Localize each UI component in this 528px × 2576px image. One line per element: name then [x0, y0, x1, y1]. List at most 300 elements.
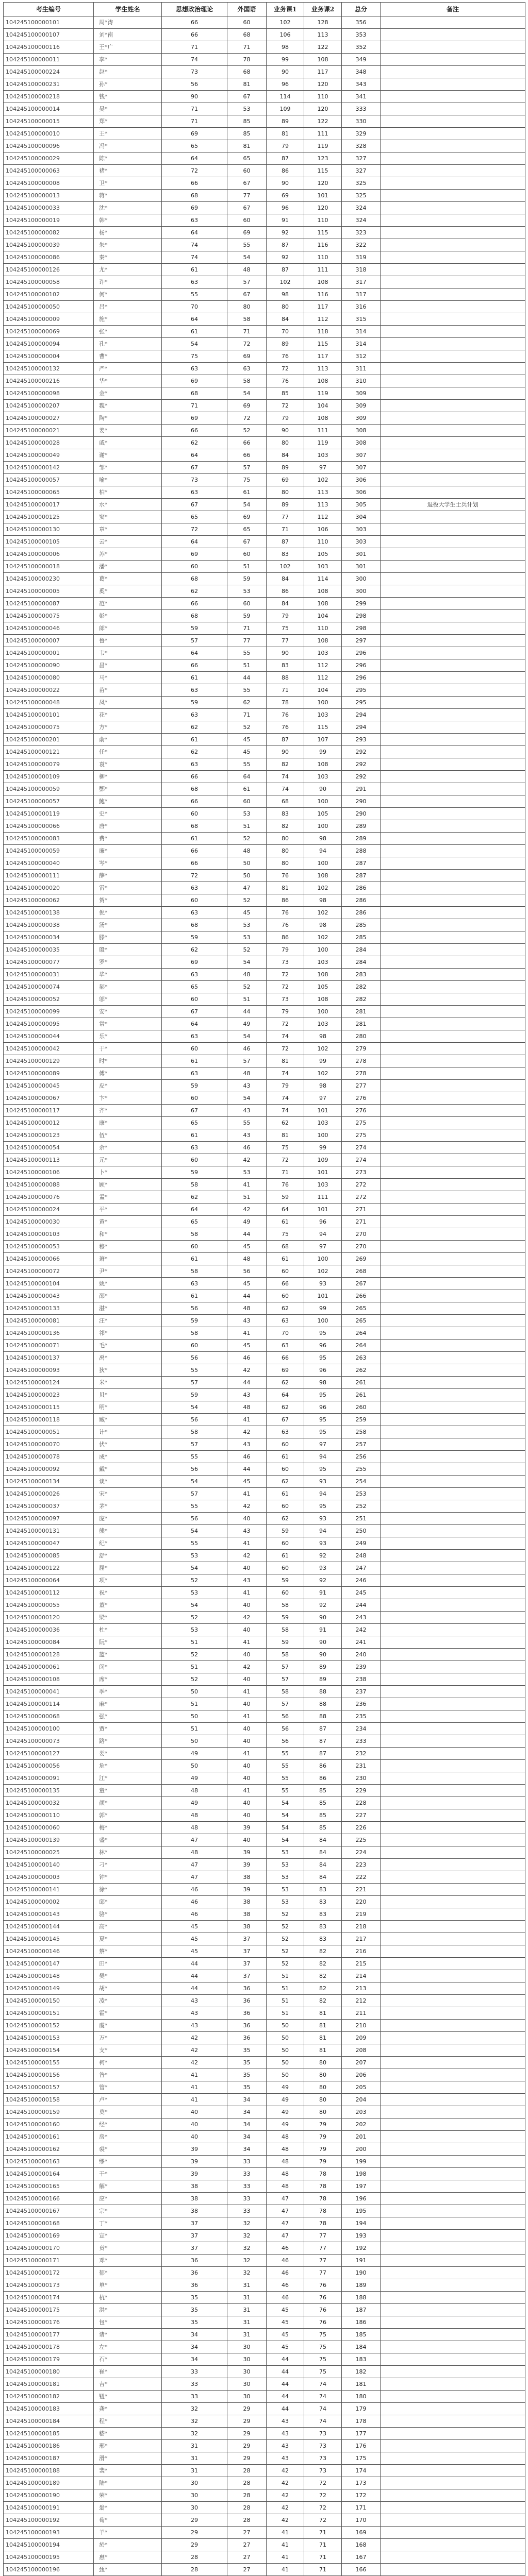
- student-name-cell: 常*: [94, 1018, 162, 1030]
- foreign-language-score-cell: 52: [227, 833, 267, 845]
- remarks-cell: [381, 1463, 525, 1476]
- student-name-cell: 宣*: [94, 2230, 162, 2242]
- total-score-cell: 254: [342, 1476, 381, 1488]
- politics-score-cell: 57: [162, 1488, 227, 1500]
- politics-score-cell: 66: [162, 16, 227, 29]
- remarks-cell: [381, 1809, 525, 1822]
- table-row: [4, 165, 525, 177]
- total-score-cell: 238: [342, 1673, 381, 1686]
- subject-2-score-cell: 76: [304, 2292, 342, 2304]
- table-row: [4, 969, 525, 981]
- remarks-cell: [381, 1723, 525, 1735]
- total-score-cell: 193: [342, 2230, 381, 2242]
- student-name-cell: 齐*: [94, 1105, 162, 1117]
- foreign-language-score-cell: 32: [227, 2242, 267, 2255]
- remarks-cell: [381, 684, 525, 697]
- total-score-cell: 315: [342, 313, 381, 326]
- politics-score-cell: 31: [162, 2452, 227, 2465]
- remarks-cell: [381, 2119, 525, 2131]
- table-row: [4, 845, 525, 857]
- subject-2-score-cell: 80: [304, 2057, 342, 2069]
- politics-score-cell: 28: [162, 2564, 227, 2576]
- foreign-language-score-cell: 38: [227, 1921, 267, 1933]
- politics-score-cell: 62: [162, 1191, 227, 1204]
- total-score-cell: 167: [342, 2551, 381, 2564]
- candidate-id-cell: 104245100000173: [4, 2279, 94, 2292]
- candidate-id-cell: 104245100000129: [4, 1055, 94, 1067]
- politics-score-cell: 47: [162, 1834, 227, 1846]
- candidate-id-cell: 104245100000106: [4, 1166, 94, 1179]
- total-score-cell: 259: [342, 1414, 381, 1426]
- subject-1-score-cell: 102: [267, 16, 304, 29]
- subject-1-score-cell: 50: [267, 2057, 304, 2069]
- student-name-cell: 支*: [94, 2044, 162, 2057]
- candidate-id-cell: 104245100000005: [4, 585, 94, 598]
- table-row: [4, 350, 525, 363]
- subject-1-score-cell: 42: [267, 2489, 304, 2502]
- remarks-cell: [381, 1278, 525, 1290]
- remarks-cell: [381, 808, 525, 820]
- candidate-id-cell: 104245100000012: [4, 1117, 94, 1129]
- total-score-cell: 191: [342, 2255, 381, 2267]
- student-name-cell: 赵*: [94, 66, 162, 78]
- total-score-cell: 219: [342, 1908, 381, 1921]
- politics-score-cell: 29: [162, 2539, 227, 2551]
- remarks-cell: [381, 709, 525, 721]
- politics-score-cell: 46: [162, 1884, 227, 1896]
- foreign-language-score-cell: 42: [227, 1550, 267, 1562]
- subject-1-score-cell: 82: [267, 758, 304, 771]
- total-score-cell: 324: [342, 202, 381, 214]
- politics-score-cell: 66: [162, 795, 227, 808]
- remarks-cell: [381, 1587, 525, 1599]
- total-score-cell: 292: [342, 746, 381, 758]
- table-row: [4, 1624, 525, 1636]
- table-row: [4, 882, 525, 894]
- total-score-cell: 282: [342, 993, 381, 1006]
- remarks-cell: [381, 2489, 525, 2502]
- subject-2-score-cell: 94: [304, 1488, 342, 1500]
- candidate-id-cell: 104245100000156: [4, 2069, 94, 2081]
- table-row: [4, 2304, 525, 2316]
- foreign-language-score-cell: 36: [227, 2032, 267, 2044]
- total-score-cell: 282: [342, 981, 381, 993]
- total-score-cell: 314: [342, 326, 381, 338]
- candidate-id-cell: 104245100000054: [4, 1142, 94, 1154]
- student-name-cell: 臧*: [94, 1414, 162, 1426]
- total-score-cell: 264: [342, 1327, 381, 1340]
- politics-score-cell: 61: [162, 734, 227, 746]
- foreign-language-score-cell: 38: [227, 1871, 267, 1884]
- politics-score-cell: 56: [162, 1302, 227, 1315]
- subject-2-score-cell: 81: [304, 2020, 342, 2032]
- table-row: [4, 214, 525, 227]
- remarks-cell: [381, 1921, 525, 1933]
- candidate-id-cell: 104245100000180: [4, 2366, 94, 2378]
- politics-score-cell: 51: [162, 1636, 227, 1649]
- politics-score-cell: 28: [162, 2551, 227, 2564]
- total-score-cell: 317: [342, 276, 381, 289]
- politics-score-cell: 63: [162, 363, 227, 375]
- subject-2-score-cell: 104: [304, 684, 342, 697]
- subject-2-score-cell: 103: [304, 1018, 342, 1030]
- candidate-id-cell: 104245100000124: [4, 1377, 94, 1389]
- subject-2-score-cell: 85: [304, 1797, 342, 1809]
- remarks-cell: [381, 1253, 525, 1265]
- student-name-cell: 荣*: [94, 2489, 162, 2502]
- student-name-cell: 董*: [94, 1599, 162, 1612]
- total-score-cell: 271: [342, 1204, 381, 1216]
- politics-score-cell: 74: [162, 54, 227, 66]
- subject-1-score-cell: 42: [267, 2502, 304, 2514]
- table-row: [4, 1401, 525, 1414]
- subject-2-score-cell: 101: [304, 190, 342, 202]
- table-row: [4, 1426, 525, 1438]
- remarks-cell: [381, 1414, 525, 1426]
- student-name-cell: 韦*: [94, 647, 162, 659]
- foreign-language-score-cell: 53: [227, 103, 267, 115]
- table-row: [4, 833, 525, 845]
- student-name-cell: 钱*: [94, 91, 162, 103]
- total-score-cell: 208: [342, 2044, 381, 2057]
- total-score-cell: 176: [342, 2440, 381, 2452]
- politics-score-cell: 60: [162, 808, 227, 820]
- remarks-cell: [381, 313, 525, 326]
- candidate-id-cell: 104245100000089: [4, 1067, 94, 1080]
- table-row: [4, 128, 525, 140]
- politics-score-cell: 69: [162, 956, 227, 969]
- candidate-id-cell: 104245100000050: [4, 301, 94, 313]
- table-row: [4, 573, 525, 585]
- table-row: [4, 338, 525, 350]
- table-row: [4, 721, 525, 734]
- foreign-language-score-cell: 37: [227, 1945, 267, 1958]
- table-row: [4, 1710, 525, 1723]
- politics-score-cell: 50: [162, 1760, 227, 1772]
- table-row: [4, 1859, 525, 1871]
- politics-score-cell: 54: [162, 1476, 227, 1488]
- foreign-language-score-cell: 30: [227, 2366, 267, 2378]
- candidate-id-cell: 104245100000181: [4, 2378, 94, 2391]
- subject-1-score-cell: 60: [267, 1537, 304, 1550]
- subject-1-score-cell: 74: [267, 1030, 304, 1043]
- foreign-language-score-cell: 33: [227, 2193, 267, 2205]
- foreign-language-score-cell: 27: [227, 2564, 267, 2576]
- total-score-cell: 215: [342, 1958, 381, 1970]
- student-name-cell: 安*: [94, 1006, 162, 1018]
- foreign-language-score-cell: 75: [227, 474, 267, 486]
- subject-1-score-cell: 76: [267, 1179, 304, 1191]
- table-row: [4, 313, 525, 326]
- foreign-language-score-cell: 55: [227, 239, 267, 251]
- foreign-language-score-cell: 27: [227, 2527, 267, 2539]
- subject-1-score-cell: 70: [267, 1327, 304, 1340]
- total-score-cell: 185: [342, 2329, 381, 2341]
- candidate-id-cell: 104245100000010: [4, 128, 94, 140]
- subject-2-score-cell: 108: [304, 598, 342, 610]
- foreign-language-score-cell: 54: [227, 251, 267, 264]
- candidate-id-cell: 104245100000158: [4, 2094, 94, 2106]
- total-score-cell: 202: [342, 2119, 381, 2131]
- student-name-cell: 樊*: [94, 1970, 162, 1982]
- subject-1-score-cell: 82: [267, 820, 304, 833]
- politics-score-cell: 68: [162, 387, 227, 400]
- politics-score-cell: 53: [162, 1624, 227, 1636]
- table-row: [4, 1933, 525, 1945]
- table-row: [4, 437, 525, 449]
- politics-score-cell: 29: [162, 2527, 227, 2539]
- subject-2-score-cell: 100: [304, 1315, 342, 1327]
- student-name-cell: 林*: [94, 1846, 162, 1859]
- student-name-cell: 钮*: [94, 2391, 162, 2403]
- subject-1-score-cell: 109: [267, 103, 304, 115]
- table-row: [4, 1945, 525, 1958]
- subject-1-score-cell: 72: [267, 363, 304, 375]
- total-score-cell: 262: [342, 1364, 381, 1377]
- politics-score-cell: 71: [162, 115, 227, 128]
- candidate-id-cell: 104245100000072: [4, 1265, 94, 1278]
- table-row: [4, 1673, 525, 1686]
- student-name-cell: 冯*: [94, 140, 162, 152]
- remarks-cell: [381, 41, 525, 54]
- subject-1-score-cell: 63: [267, 1426, 304, 1438]
- student-name-cell: 伏*: [94, 1438, 162, 1451]
- foreign-language-score-cell: 40: [227, 1698, 267, 1710]
- remarks-cell: [381, 2353, 525, 2366]
- candidate-id-cell: 104245100000014: [4, 103, 94, 115]
- subject-1-score-cell: 45: [267, 2316, 304, 2329]
- subject-2-score-cell: 75: [304, 2353, 342, 2366]
- foreign-language-score-cell: 48: [227, 1253, 267, 1265]
- table-row: [4, 264, 525, 276]
- candidate-id-cell: 104245100000178: [4, 2341, 94, 2353]
- total-score-cell: 174: [342, 2465, 381, 2477]
- total-score-cell: 250: [342, 1525, 381, 1537]
- total-score-cell: 188: [342, 2292, 381, 2304]
- remarks-cell: [381, 2156, 525, 2168]
- politics-score-cell: 45: [162, 1945, 227, 1958]
- remarks-cell: [381, 845, 525, 857]
- candidate-id-cell: 104245100000103: [4, 1228, 94, 1241]
- remarks-cell: [381, 2465, 525, 2477]
- table-row: [4, 548, 525, 561]
- subject-2-score-cell: 120: [304, 103, 342, 115]
- subject-1-score-cell: 79: [267, 1080, 304, 1092]
- subject-1-score-cell: 46: [267, 2255, 304, 2267]
- politics-score-cell: 65: [162, 981, 227, 993]
- remarks-cell: [381, 1340, 525, 1352]
- subject-1-score-cell: 49: [267, 2081, 304, 2094]
- total-score-cell: 276: [342, 1092, 381, 1105]
- foreign-language-score-cell: 49: [227, 1216, 267, 1228]
- remarks-cell: [381, 375, 525, 387]
- remarks-cell: [381, 1092, 525, 1105]
- foreign-language-score-cell: 54: [227, 387, 267, 400]
- foreign-language-score-cell: 71: [227, 41, 267, 54]
- subject-1-score-cell: 57: [267, 1661, 304, 1673]
- total-score-cell: 267: [342, 1278, 381, 1290]
- subject-2-score-cell: 97: [304, 462, 342, 474]
- politics-score-cell: 41: [162, 2094, 227, 2106]
- subject-2-score-cell: 100: [304, 857, 342, 870]
- total-score-cell: 314: [342, 338, 381, 350]
- total-score-cell: 172: [342, 2489, 381, 2502]
- candidate-id-cell: 104245100000135: [4, 1785, 94, 1797]
- student-name-cell: 姜*: [94, 425, 162, 437]
- table-row: [4, 2193, 525, 2205]
- politics-score-cell: 63: [162, 758, 227, 771]
- politics-score-cell: 46: [162, 1896, 227, 1908]
- total-score-cell: 199: [342, 2156, 381, 2168]
- subject-2-score-cell: 88: [304, 1698, 342, 1710]
- remarks-cell: [381, 944, 525, 956]
- politics-score-cell: 64: [162, 313, 227, 326]
- foreign-language-score-cell: 85: [227, 115, 267, 128]
- candidate-id-cell: 104245100000115: [4, 1401, 94, 1414]
- subject-2-score-cell: 81: [304, 2044, 342, 2057]
- subject-1-score-cell: 58: [267, 1599, 304, 1612]
- remarks-cell: [381, 2477, 525, 2489]
- subject-1-score-cell: 50: [267, 2044, 304, 2057]
- table-row: [4, 1377, 525, 1389]
- subject-1-score-cell: 44: [267, 2391, 304, 2403]
- subject-2-score-cell: 108: [304, 758, 342, 771]
- foreign-language-score-cell: 40: [227, 1673, 267, 1686]
- table-row: [4, 771, 525, 783]
- candidate-id-cell: 104245100000191: [4, 2502, 94, 2514]
- table-row: [4, 301, 525, 313]
- politics-score-cell: 51: [162, 1698, 227, 1710]
- remarks-cell: [381, 2267, 525, 2279]
- politics-score-cell: 32: [162, 2403, 227, 2415]
- subject-2-score-cell: 84: [304, 1871, 342, 1884]
- foreign-language-score-cell: 34: [227, 2143, 267, 2156]
- total-score-cell: 213: [342, 1982, 381, 1995]
- subject-1-score-cell: 56: [267, 1723, 304, 1735]
- subject-1-score-cell: 81: [267, 1055, 304, 1067]
- total-score-cell: 348: [342, 66, 381, 78]
- student-name-cell: 洪*: [94, 2304, 162, 2316]
- candidate-id-cell: 104245100000059: [4, 845, 94, 857]
- candidate-id-cell: 104245100000150: [4, 1995, 94, 2007]
- remarks-cell: [381, 2168, 525, 2180]
- table-row: [4, 251, 525, 264]
- candidate-id-cell: 104245100000119: [4, 808, 94, 820]
- politics-score-cell: 43: [162, 2007, 227, 2020]
- candidate-id-cell: 104245100000025: [4, 1846, 94, 1859]
- student-name-cell: 葛*: [94, 573, 162, 585]
- subject-2-score-cell: 87: [304, 1748, 342, 1760]
- subject-1-score-cell: 83: [267, 808, 304, 820]
- subject-2-score-cell: 120: [304, 177, 342, 190]
- student-name-cell: 柏*: [94, 486, 162, 499]
- subject-2-score-cell: 117: [304, 66, 342, 78]
- student-name-cell: 狄*: [94, 1364, 162, 1377]
- politics-score-cell: 58: [162, 1426, 227, 1438]
- subject-2-score-cell: 79: [304, 2131, 342, 2143]
- table-row: [4, 239, 525, 251]
- total-score-cell: 341: [342, 91, 381, 103]
- subject-2-score-cell: 77: [304, 2267, 342, 2279]
- total-score-cell: 295: [342, 697, 381, 709]
- total-score-cell: 309: [342, 400, 381, 412]
- total-score-cell: 260: [342, 1401, 381, 1414]
- foreign-language-score-cell: 49: [227, 1018, 267, 1030]
- remarks-cell: [381, 449, 525, 462]
- student-name-cell: 郎*: [94, 622, 162, 635]
- subject-2-score-cell: 102: [304, 1265, 342, 1278]
- subject-1-score-cell: 48: [267, 2168, 304, 2180]
- foreign-language-score-cell: 52: [227, 425, 267, 437]
- remarks-cell: [381, 165, 525, 177]
- subject-1-score-cell: 87: [267, 264, 304, 276]
- student-name-cell: 马*: [94, 672, 162, 684]
- foreign-language-score-cell: 52: [227, 944, 267, 956]
- table-row: [4, 1315, 525, 1327]
- total-score-cell: 265: [342, 1302, 381, 1315]
- total-score-cell: 316: [342, 301, 381, 313]
- candidate-id-cell: 104245100000101: [4, 16, 94, 29]
- subject-2-score-cell: 113: [304, 29, 342, 41]
- foreign-language-score-cell: 53: [227, 1166, 267, 1179]
- politics-score-cell: 37: [162, 2242, 227, 2255]
- politics-score-cell: 38: [162, 2205, 227, 2217]
- foreign-language-score-cell: 42: [227, 1154, 267, 1166]
- subject-2-score-cell: 93: [304, 1562, 342, 1574]
- candidate-id-cell: 104245100000125: [4, 511, 94, 523]
- foreign-language-score-cell: 28: [227, 2465, 267, 2477]
- student-name-cell: 强*: [94, 1710, 162, 1723]
- politics-score-cell: 70: [162, 301, 227, 313]
- foreign-language-score-cell: 36: [227, 2020, 267, 2032]
- student-name-cell: 章*: [94, 523, 162, 536]
- subject-1-score-cell: 87: [267, 152, 304, 165]
- table-row: [4, 1340, 525, 1352]
- remarks-cell: [381, 115, 525, 128]
- total-score-cell: 293: [342, 734, 381, 746]
- student-name-cell: 季*: [94, 1686, 162, 1698]
- remarks-cell: [381, 1080, 525, 1092]
- student-name-cell: 褚*: [94, 165, 162, 177]
- table-row: [4, 2032, 525, 2044]
- candidate-id-cell: 104245100000148: [4, 1970, 94, 1982]
- subject-1-score-cell: 89: [267, 499, 304, 511]
- subject-1-score-cell: 80: [267, 437, 304, 449]
- student-name-cell: 邢*: [94, 2440, 162, 2452]
- total-score-cell: 203: [342, 2106, 381, 2119]
- candidate-id-cell: 104245100000216: [4, 375, 94, 387]
- subject-1-score-cell: 48: [267, 2131, 304, 2143]
- subject-2-score-cell: 95: [304, 1352, 342, 1364]
- subject-2-score-cell: 78: [304, 2193, 342, 2205]
- student-name-cell: 余*: [94, 1142, 162, 1154]
- subject-2-score-cell: 100: [304, 795, 342, 808]
- candidate-id-cell: 104245100000077: [4, 956, 94, 969]
- table-row: [4, 1958, 525, 1970]
- subject-2-score-cell: 74: [304, 2403, 342, 2415]
- subject-1-score-cell: 41: [267, 2564, 304, 2576]
- total-score-cell: 184: [342, 2341, 381, 2353]
- table-row: [4, 1797, 525, 1809]
- table-row: [4, 1018, 525, 1030]
- remarks-cell: [381, 1748, 525, 1760]
- foreign-language-score-cell: 60: [227, 548, 267, 561]
- politics-score-cell: 64: [162, 1018, 227, 1030]
- candidate-id-cell: 104245100000157: [4, 2081, 94, 2094]
- total-score-cell: 330: [342, 115, 381, 128]
- candidate-id-cell: 104245100000133: [4, 1302, 94, 1315]
- candidate-id-cell: 104245100000109: [4, 771, 94, 783]
